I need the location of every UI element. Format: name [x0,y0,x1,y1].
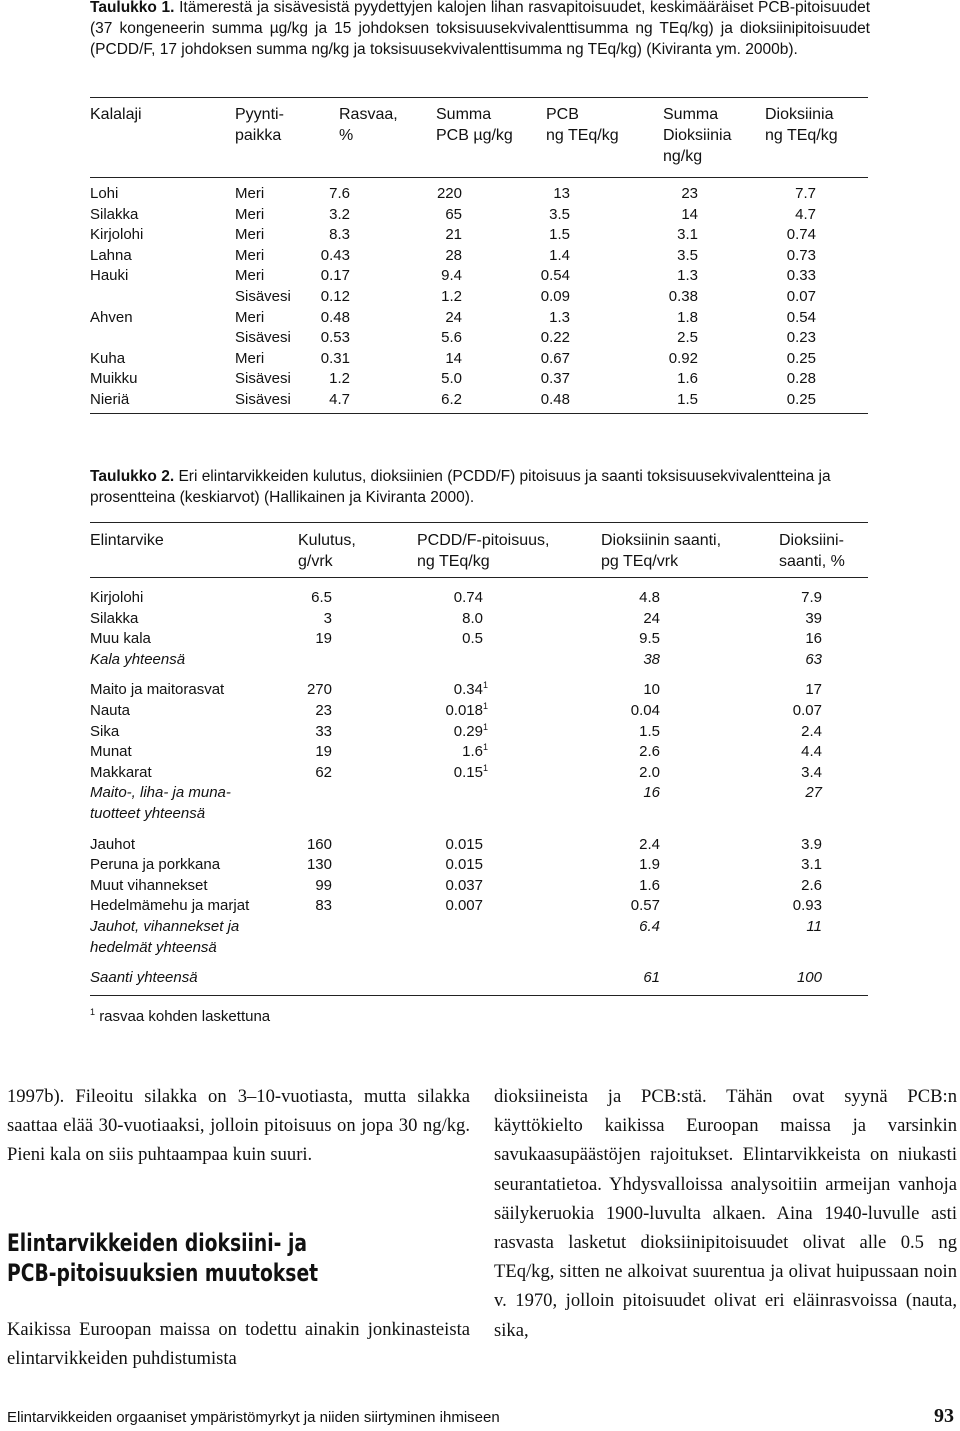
consumption-cell: 23 [315,702,332,719]
section-heading-line-2: PCB-pitoisuuksien muutokset [7,1259,319,1287]
table-row [90,308,870,329]
section-heading-line-1: Elintarvikkeiden dioksiini- ja [7,1229,308,1257]
consumption-cell: 3 [323,610,332,627]
body-right-paragraph: dioksiineista ja PCB:stä. Tähän ovat syynä PCB:n käyttökielto kaikissa Euroopan maissa ja varsinkin savukaasupäästöjen rajoitukset. Elintarvikkeista on niukasti seurantatietoa. Yhdysvalloissa analysoitiin armeijan vanhoja säilykeruokia 1900-luvulta alkaen. Aina 1940-luvulle asti rasvasta lasketut dioksiinipitoisuudet olivat alle 0.5 ng TEq/kg, sitten ne alkoivat suurentua ja olivat huipussaan noin v. 1970, jolloin pitoisuudet olivat eri eläinrasvoissa (nauta, sika, [494,1086,957,1341]
concentration-cell [462,742,488,763]
table-row [90,722,870,743]
concentration-value: 0.037 [445,877,483,894]
percent-cell: 17 [805,681,822,698]
table-cell: Nieriä [90,391,130,408]
intake-cell: 2.6 [639,743,660,760]
intake-cell: 1.9 [639,856,660,873]
subtotal-row [90,650,870,671]
subtotal-percent: 27 [805,784,822,801]
footnote-mark: 1 [482,701,488,711]
table-row [90,390,870,411]
grand-total-intake: 61 [643,969,660,986]
table-cell: 1.8 [677,308,698,326]
table2-caption [90,466,870,508]
table-cell: Hauki [90,267,129,285]
table2-col-header [779,530,845,572]
food-name: Munat [90,743,132,760]
table-cell: 1.2 [441,288,462,305]
table-cell: 5.6 [441,329,462,347]
table-cell: 1.3 [549,308,570,326]
footnote-mark: 1 [90,1007,96,1017]
food-name: Muut vihannekset [90,877,208,894]
grand-total-percent: 100 [796,969,822,986]
subtotal-label-line: Jauhot, vihannekset ja [90,918,240,935]
table-row [90,287,870,308]
table-cell: 4.7 [795,205,816,223]
table-cell: 9.4 [441,267,462,285]
table-cell: 0.74 [786,226,816,244]
table-cell: 0.48 [540,391,570,408]
table-cell: 4.7 [329,391,350,408]
subtotal-label [90,783,231,824]
percent-cell: 3.1 [801,856,822,873]
table-cell: Lahna [90,246,132,264]
intake-cell: 4.8 [639,589,660,606]
consumption-cell: 19 [315,743,332,760]
table-cell: 0.33 [786,267,816,285]
food-name: Silakka [90,610,139,627]
consumption-cell: 99 [315,877,332,894]
footnote-mark: 1 [482,763,488,773]
consumption-cell: 19 [315,630,332,647]
consumption-cell: 130 [306,856,332,873]
table-cell: 2.5 [677,329,698,347]
table2-col-header-line: Dioksiinin saanti, [601,532,722,549]
concentration-value: 0.29 [453,723,483,740]
consumption-cell: 160 [306,836,332,853]
consumption-cell: 83 [315,897,332,914]
table-cell: 0.31 [320,349,350,367]
concentration-cell [454,680,488,701]
subtotal-label-line: Kala yhteensä [90,651,186,668]
table2-caption-label: Taulukko 2. [90,468,175,485]
footnote-mark: 1 [482,742,488,752]
table1-col-header-line: ng TEq/kg [765,127,838,144]
concentration-value: 0.34 [453,681,483,698]
table-cell: 0.09 [540,288,570,305]
table-cell: 1.5 [549,226,570,244]
subtotal-intake: 16 [643,784,660,801]
table-cell: Meri [235,349,265,367]
table1-col-header-line: ng TEq/kg [546,127,619,144]
table2-col-header [90,530,164,551]
table-cell: 3.2 [329,205,350,223]
table-cell: 23 [681,185,698,202]
footnote-text: rasvaa kohden laskettuna [99,1008,271,1025]
table-row [90,328,870,349]
table-row [90,855,870,876]
table2-top-rule [90,522,868,523]
table-cell: Silakka [90,205,139,223]
grand-total-row [90,968,870,989]
consumption-cell: 62 [315,764,332,781]
food-name: Muu kala [90,630,151,647]
concentration-cell [462,609,483,630]
table-cell: 1.2 [329,370,350,388]
table1-caption [90,0,870,60]
table1-col-header [90,104,142,125]
concentration-cell [454,763,488,784]
table-row [90,680,870,701]
table-cell: Kuha [90,349,126,367]
food-name: Peruna ja porkkana [90,856,221,873]
subtotal-label-line: tuotteet yhteensä [90,804,206,822]
table-cell: 5.0 [441,370,462,388]
table-row [90,701,870,722]
table-cell: 220 [436,185,462,202]
table2-col-header-line: PCDD/F-pitoisuus, [417,532,550,549]
intake-cell: 9.5 [639,630,660,647]
table-row [90,225,870,246]
table-row [90,629,870,650]
percent-cell: 2.4 [801,723,822,740]
consumption-cell: 6.5 [311,589,332,606]
concentration-value: 0.5 [462,630,483,647]
table-cell: 7.6 [329,185,350,202]
table-cell: Sisävesi [235,288,291,305]
table-cell: 21 [445,226,462,244]
table-cell: 0.23 [786,329,816,347]
subtotal-percent: 63 [805,651,822,668]
subtotal-intake: 6.4 [639,918,660,935]
table-row [90,609,870,630]
table1-caption-text: Itämerestä ja sisävesistä pyydettyjen kalojen lihan rasvapitoisuudet, keskimääräiset PCB-pitoisuudet (37 kongeneerin summa µg/kg ja 15 johdoksen toksisuusekvivalenttisumma ng TEq/kg) ja dioksiinipitoisuudet (PCDD/F, 17 johdoksen summa ng/kg ja toksisuusekvivalenttisumma ng TEq/kg) (Kiviranta ym. 2000b). [90,0,871,58]
table-cell: 0.17 [320,267,350,285]
table-cell: 1.4 [549,246,570,264]
table-cell: 6.2 [441,391,462,408]
table1-col-header-line: Rasvaa, [339,106,398,123]
table2-col-header [601,530,721,572]
table1-col-header-line: Summa [436,106,492,123]
table-cell: 14 [445,349,462,367]
percent-cell: 3.9 [801,836,822,853]
table2-bottom-rule [90,995,868,996]
table1-col-header-line: Kalalaji [90,106,142,123]
table-cell: Sisävesi [235,329,291,347]
subtotal-row [90,917,870,956]
table1-col-header-line: ng/kg [663,148,703,165]
percent-cell: 2.6 [801,877,822,894]
table-row [90,205,870,226]
table-row [90,835,870,856]
food-name: Makkarat [90,764,152,781]
table2-col-header-line: g/vrk [298,553,333,570]
table2-col-header-line: ng TEq/kg [417,553,490,570]
table1-bottom-rule [90,413,868,414]
concentration-cell [445,876,483,897]
table-cell: Sisävesi [235,391,291,408]
percent-cell: 7.9 [801,589,822,606]
table-cell: Muikku [90,370,138,388]
table-row [90,763,870,784]
table1-col-header [436,104,513,146]
table-cell: 0.28 [786,370,816,388]
percent-cell: 0.07 [792,702,822,719]
table-row [90,876,870,897]
table2-col-header-line: Kulutus, [298,532,356,549]
subtotal-percent: 11 [806,918,822,935]
percent-cell: 0.93 [792,897,822,914]
table2-col-header-line: saanti, % [779,553,845,570]
concentration-cell [454,588,483,609]
table1-col-header-line: Dioksiinia [765,106,834,123]
table-cell: 0.12 [320,288,350,305]
table-cell: 0.73 [786,246,816,264]
percent-cell: 3.4 [801,764,822,781]
table-cell: 14 [681,205,698,223]
percent-cell: 39 [805,610,822,627]
table-cell: Meri [235,308,265,326]
table1-caption-label: Taulukko 1. [90,0,175,16]
subtotal-label [90,650,185,671]
footnote-mark: 1 [482,680,488,690]
table-cell: Sisävesi [235,370,291,388]
percent-cell: 16 [805,630,822,647]
table-cell: Meri [235,246,265,264]
table-row [90,588,870,609]
concentration-value: 0.015 [445,856,483,873]
table1-col-header [546,104,619,146]
concentration-value: 0.74 [453,589,483,606]
table1-col-header [765,104,838,146]
table2-col-header [298,530,356,572]
table-cell: 0.53 [320,329,350,347]
concentration-value: 0.018 [445,702,483,719]
table-row [90,896,870,917]
table-cell: 0.07 [786,288,816,305]
table-cell: 0.54 [540,267,570,285]
table-cell: 1.5 [677,391,698,408]
table-cell: 0.67 [540,349,570,367]
intake-cell: 0.04 [630,702,660,719]
body-left-paragraph-2: Kaikissa Euroopan maissa on todettu ainakin jonkinasteista elintarvikkeiden puhdistumista [7,1319,470,1370]
table-cell: 24 [445,308,462,326]
section-heading [7,1228,368,1288]
concentration-value: 0.15 [453,764,483,781]
table1-col-header-line: PCB [546,106,579,123]
table2-col-header-line: pg TEq/vrk [601,553,679,570]
consumption-cell: 270 [306,681,332,698]
table-cell: 8.3 [329,226,350,244]
subtotal-label-line: hedelmät yhteensä [90,938,217,956]
table-cell: 0.92 [668,349,698,367]
table2-footnote [90,1008,270,1025]
table-row [90,349,870,370]
table-cell: Meri [235,205,265,223]
food-name: Kirjolohi [90,589,144,606]
concentration-cell [462,629,483,650]
grand-total-label: Saanti yhteensä [90,969,198,986]
consumption-cell: 33 [315,723,332,740]
food-name: Jauhot [90,836,136,853]
table1-col-header-line: paikka [235,127,282,144]
table-cell: 13 [553,185,570,202]
subtotal-label [90,917,239,958]
table-cell: Meri [235,185,265,202]
table-cell: 3.5 [549,205,570,223]
concentration-cell [445,855,483,876]
table-cell: 0.38 [668,288,698,305]
table-cell: 0.48 [320,308,350,326]
table-cell: 65 [445,205,462,223]
table2-col-header [417,530,549,572]
table-cell: 1.6 [677,370,698,388]
concentration-cell [445,701,488,722]
table1-col-header-line: PCB µg/kg [436,127,513,144]
intake-cell: 1.6 [639,877,660,894]
table-cell: 7.7 [795,185,816,202]
table-cell: Meri [235,267,265,285]
table1-col-header-line: Pyynti- [235,106,284,123]
subtotal-row [90,783,870,822]
table-cell: 0.37 [540,370,570,388]
table-cell: 0.22 [540,329,570,347]
table-cell: 0.25 [786,391,816,408]
table-cell: 28 [445,246,462,264]
table-cell: 1.3 [677,267,698,285]
food-name: Sika [90,723,120,740]
subtotal-intake: 38 [643,651,660,668]
table-cell: Lohi [90,185,119,202]
table1-col-header [235,104,284,146]
table2-caption-text: Eri elintarvikkeiden kulutus, dioksiinien (PCDD/F) pitoisuus ja saanti toksisuusekvivalentteina ja prosentteina (keskiarvot) (Hallikainen ja Kiviranta 2000). [90,468,831,506]
body-left-paragraph-1: 1997b). Fileoitu silakka on 3–10-vuotiasta, mutta silakka saattaa elää 30-vuotiaaksi, jolloin pitoisuus on jopa 30 ng/kg. Pieni kala on siis puhtaampaa kuin suuri. [7,1086,470,1166]
page-number: 93 [934,1405,954,1427]
intake-cell: 1.5 [639,723,660,740]
table-cell: Kirjolohi [90,226,144,244]
food-name: Hedelmämehu ja marjat [90,897,250,914]
table1-col-header-line: Summa [663,106,719,123]
intake-cell: 2.0 [639,764,660,781]
table-row [90,266,870,287]
concentration-value: 0.007 [445,897,483,914]
footnote-mark: 1 [482,722,488,732]
table-row [90,742,870,763]
table-row [90,246,870,267]
intake-cell: 2.4 [639,836,660,853]
table-cell: Meri [235,226,265,244]
table2-col-header-line: Dioksiini- [779,532,844,549]
table1-header-rule [90,177,868,178]
concentration-value: 1.6 [462,743,483,760]
table-cell: 0.54 [786,308,816,326]
food-name: Maito ja maitorasvat [90,681,225,698]
percent-cell: 4.4 [801,743,822,760]
table-cell: 3.5 [677,246,698,264]
table2-header-rule [90,577,868,578]
concentration-value: 0.015 [445,836,483,853]
table1-col-header [663,104,731,167]
footer-title: Elintarvikkeiden orgaaniset ympäristömyrkyt ja niiden siirtyminen ihmiseen [7,1409,500,1426]
concentration-cell [445,835,483,856]
table1-col-header-line: Dioksiinia [663,127,732,144]
table-cell: Ahven [90,308,133,326]
concentration-value: 8.0 [462,610,483,627]
table1-col-header-line: % [339,127,354,144]
table-cell: 0.25 [786,349,816,367]
concentration-cell [454,722,488,743]
table-row [90,369,870,390]
table1-top-rule [90,97,868,98]
intake-cell: 24 [643,610,660,627]
table1-col-header [339,104,398,146]
intake-cell: 0.57 [630,897,660,914]
food-name: Nauta [90,702,131,719]
intake-cell: 10 [643,681,660,698]
table-cell: 3.1 [677,226,698,244]
subtotal-label-line: Maito-, liha- ja muna- [90,784,231,801]
concentration-cell [445,896,483,917]
table-cell: 0.43 [320,246,350,264]
table-row [90,184,870,205]
table2-col-header-line: Elintarvike [90,532,164,549]
